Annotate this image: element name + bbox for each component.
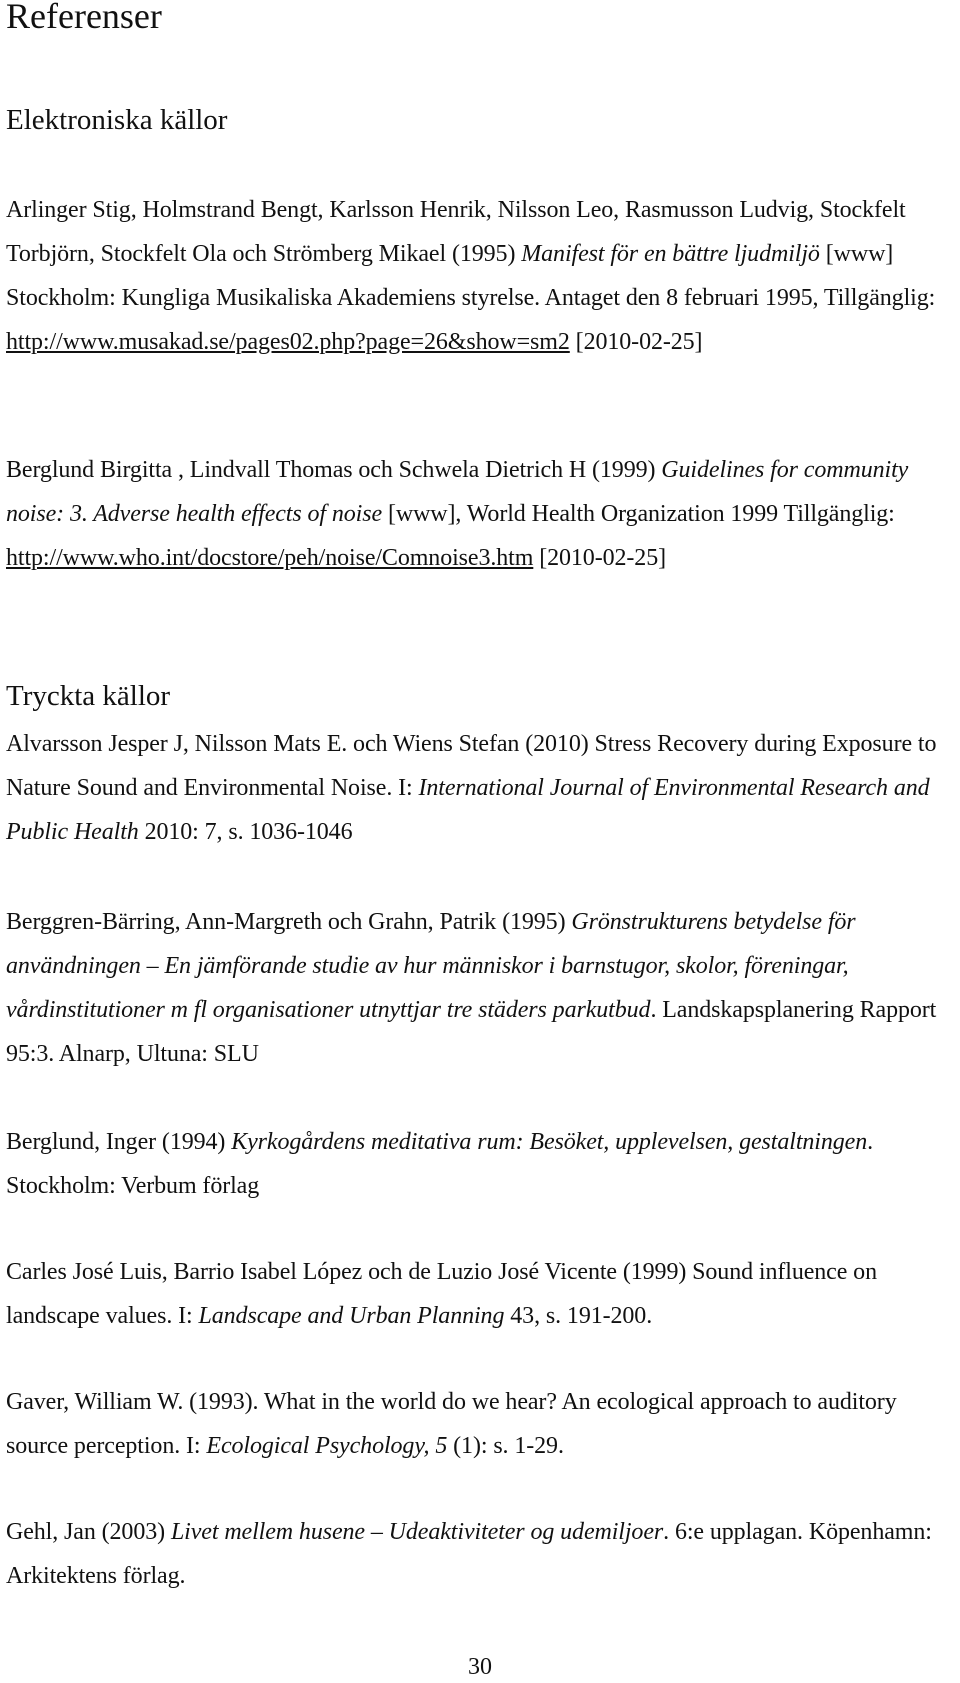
ref-authors: Gaver, William W. (1993). What in the world do we hear? An ecological approach to auditory source perception. I: bbox=[6, 1389, 897, 1459]
ref-authors: Berglund, Inger (1994) bbox=[6, 1129, 232, 1155]
ref-authors: Arlinger Stig, Holmstrand Bengt, Karlsson Henrik, Nilsson Leo, Rasmusson Ludvig, Stockfelt Torbjörn, Stockfelt Ola och Strömberg Mikael (1995) bbox=[6, 197, 906, 267]
ref-url-link[interactable]: http://www.who.int/docstore/peh/noise/Comnoise3.htm bbox=[6, 545, 534, 571]
page-number: 30 bbox=[468, 1654, 492, 1680]
ref-url-link[interactable]: http://www.musakad.se/pages02.php?page=26&show=sm2 bbox=[6, 329, 570, 355]
reference-entry bbox=[6, 1380, 946, 1468]
ref-title: Guidelines for community noise: 3. Adverse health effects of noise bbox=[6, 457, 909, 527]
ref-details: 2010: 7, s. 1036-1046 bbox=[138, 819, 353, 845]
page-title: Referenser bbox=[6, 0, 162, 36]
ref-access-date: [2010-02-25] bbox=[569, 329, 703, 355]
ref-authors: Berggren-Bärring, Ann-Margreth och Grahn, Patrik (1995) bbox=[6, 909, 572, 935]
reference-entry bbox=[6, 722, 946, 854]
ref-details: . Stockholm: Verbum förlag bbox=[6, 1129, 874, 1199]
reference-entry bbox=[6, 1250, 946, 1338]
reference-entry bbox=[6, 1120, 946, 1208]
ref-details: 43, s. 191-200. bbox=[504, 1303, 653, 1329]
reference-entry bbox=[6, 1510, 946, 1598]
ref-title: Kyrkogårdens meditativa rum: Besöket, upplevelsen, gestaltningen bbox=[231, 1129, 868, 1155]
reference-entry bbox=[6, 900, 946, 1076]
ref-authors: Gehl, Jan (2003) bbox=[6, 1519, 171, 1545]
ref-title: Landscape and Urban Planning bbox=[198, 1303, 505, 1329]
ref-title: Grönstrukturens betydelse för användningen – En jämförande studie av hur människor i barnstugor, skolor, föreningar, vårdinstitutioner m fl organisationer utnyttjar tre städers parkutbud bbox=[6, 909, 856, 1023]
ref-details: . Landskapsplanering Rapport 95:3. Alnarp, Ultuna: SLU bbox=[6, 997, 937, 1067]
ref-details: [www], World Health Organization 1999 Tillgänglig: bbox=[382, 501, 895, 527]
ref-title: Ecological Psychology, 5 bbox=[206, 1433, 448, 1459]
ref-authors: Alvarsson Jesper J, Nilsson Mats E. och Wiens Stefan (2010) Stress Recovery during Exposure to Nature Sound and Environmental Noise. I: bbox=[6, 731, 937, 801]
ref-details: (1): s. 1-29. bbox=[447, 1433, 564, 1459]
section-heading-electronic: Elektroniska källor bbox=[6, 104, 228, 136]
ref-access-date: [2010-02-25] bbox=[533, 545, 666, 571]
ref-authors: Carles José Luis, Barrio Isabel López och de Luzio José Vicente (1999) Sound influence on landscape values. I: bbox=[6, 1259, 877, 1329]
ref-title: Livet mellem husene – Udeaktiviteter og udemiljoer bbox=[170, 1519, 664, 1545]
ref-title: International Journal of Environmental Research and Public Health bbox=[6, 775, 930, 845]
section-heading-printed: Tryckta källor bbox=[6, 680, 171, 712]
ref-details: [www] Stockholm: Kungliga Musikaliska Akademiens styrelse. Antaget den 8 februari 1995, Tillgänglig: bbox=[6, 241, 936, 311]
reference-entry bbox=[6, 448, 946, 580]
ref-authors: Berglund Birgitta , Lindvall Thomas och Schwela Dietrich H (1999) bbox=[6, 457, 662, 483]
ref-details: . 6:e upplagan. Köpenhamn: Arkitektens förlag. bbox=[6, 1519, 932, 1589]
ref-title: Manifest för en bättre ljudmiljö bbox=[521, 241, 820, 267]
reference-entry bbox=[6, 188, 946, 364]
